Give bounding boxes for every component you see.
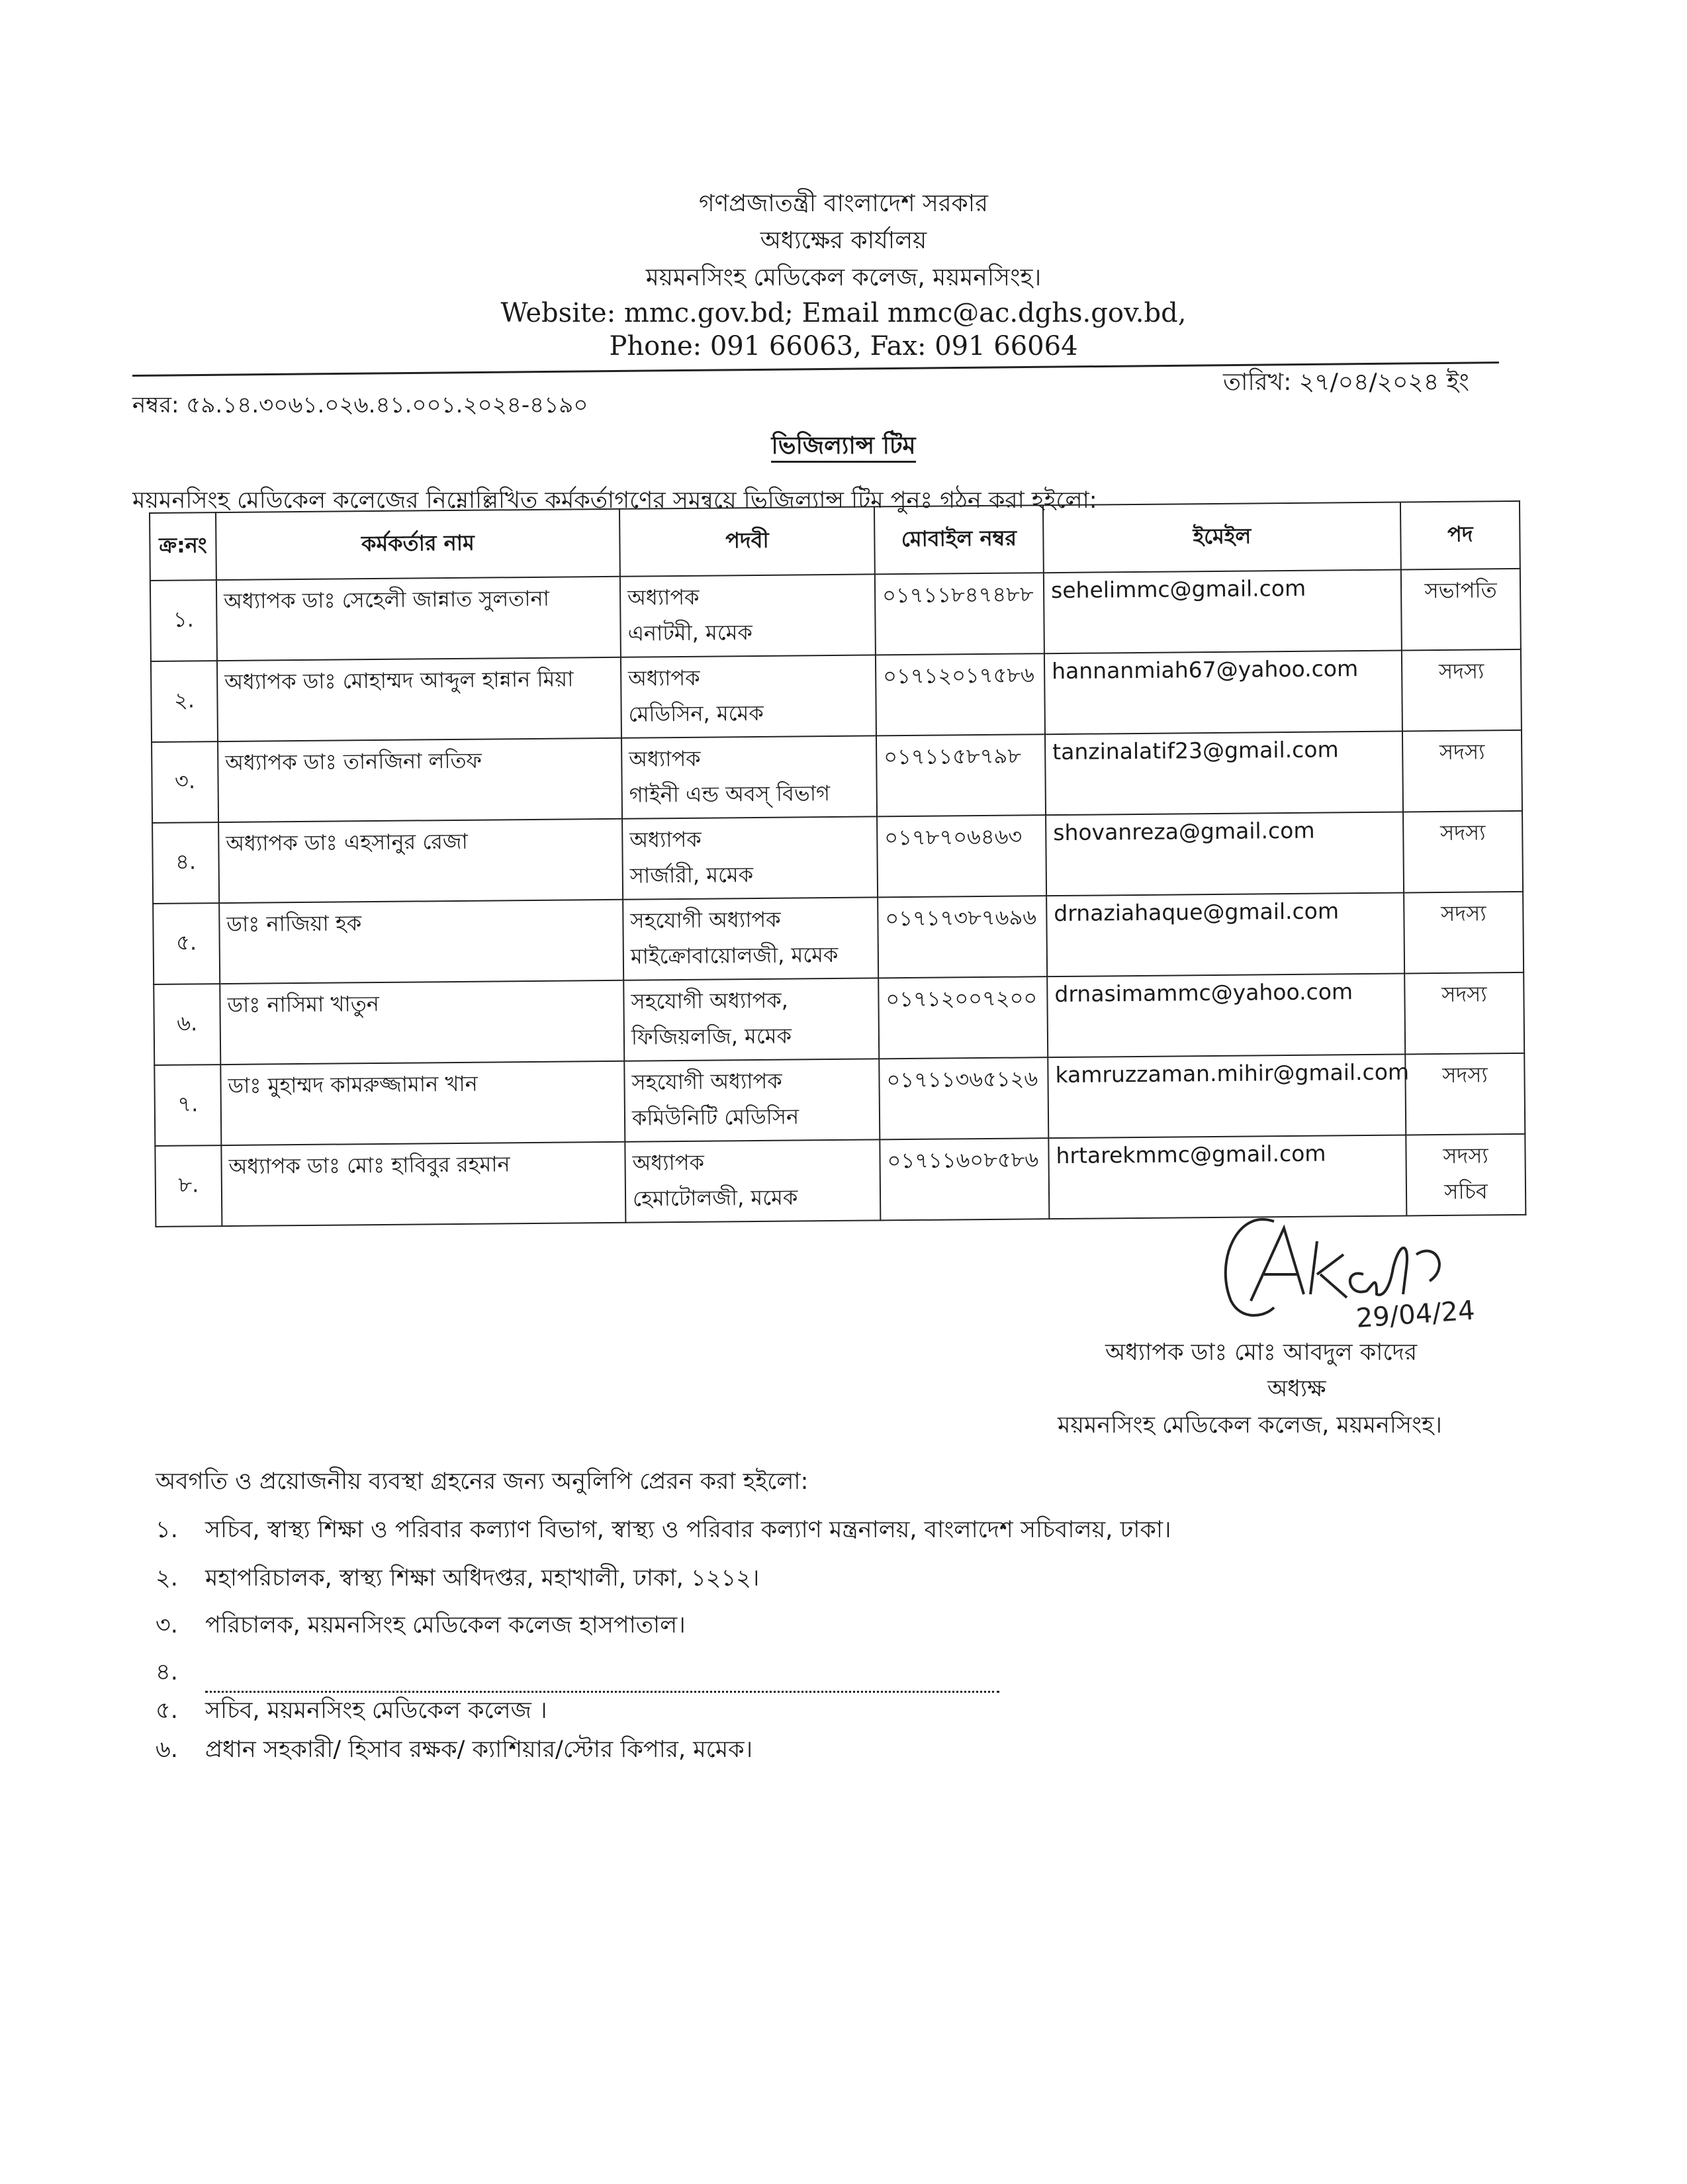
header-designation: পদবী xyxy=(619,506,875,576)
table-row xyxy=(152,730,1522,823)
mobile-cell: ০১৭১১৬০৮৫৮৬ xyxy=(880,1138,1049,1220)
designation-title: অধ্যাপক xyxy=(632,1149,705,1176)
role-label: সদস্য xyxy=(1443,1143,1488,1168)
name-cell: অধ্যাপক ডাঃ মোঃ হাবিবুর রহমান xyxy=(221,1142,625,1226)
email-cell: hannanmiah67@yahoo.com xyxy=(1044,650,1402,734)
intro-paragraph: ময়মনসিংহ মেডিকেল কলেজের নিম্নোল্লিখিত কর্মকর্তাগণের সমন্বয়ে ভিজিল্যান্স টিম পুনঃ গঠন করা হইলো: xyxy=(132,487,1097,514)
role-label: সদস্য xyxy=(1438,658,1484,685)
role-cell xyxy=(1404,973,1524,1055)
role-label: সদস্য xyxy=(1441,900,1486,926)
serial-cell: ৩. xyxy=(152,741,218,823)
serial-cell: ৬. xyxy=(154,984,220,1065)
email-cell: drnaziahaque@gmail.com xyxy=(1046,892,1404,976)
mobile-cell: ০১৭১১৮৪৭৪৮৮ xyxy=(875,573,1044,655)
designation-title: অধ্যাপক xyxy=(627,584,700,610)
table-header-row xyxy=(150,501,1520,581)
serial-cell: ২. xyxy=(151,661,218,742)
copy-text: প্রধান সহকারী/ হিসাব রক্ষক/ ক্যাশিয়ার/স্টোর কিপার, মমেক। xyxy=(205,1736,753,1763)
header-serial: ক্র:নং xyxy=(150,512,216,581)
name-cell: অধ্যাপক ডাঃ এহসানুর রেজা xyxy=(218,819,623,903)
designation-title: সহযোগী অধ্যাপক xyxy=(631,1068,782,1095)
copy-number: ৫. xyxy=(156,1697,178,1724)
government-name: গণপ্রজাতন্ত্রী বাংলাদেশ সরকার xyxy=(698,190,988,217)
copy-number: ২. xyxy=(156,1565,178,1591)
email-cell: sehelimmc@gmail.com xyxy=(1044,569,1402,653)
designation-department: হেমাটোলজী, মমেক xyxy=(632,1184,798,1211)
table-row xyxy=(154,1053,1525,1146)
website-email-line: Website: mmc.gov.bd; Email mmc@ac.dghs.gov.bd, xyxy=(500,298,1187,328)
designation-department: সার্জারী, মমেক xyxy=(629,862,754,888)
copy-distribution-title: অবগতি ও প্রয়োজনীয় ব্যবস্থা গ্রহনের জন্য অনুলিপি প্রেরন করা হইলো: xyxy=(156,1468,809,1495)
designation-cell xyxy=(620,574,876,657)
copy-recipient xyxy=(156,1607,686,1646)
mobile-cell: ০১৭১২০১৭৫৮৬ xyxy=(876,653,1045,736)
role-label: সদস্য xyxy=(1439,820,1486,845)
role-label: সভাপতি xyxy=(1424,577,1497,604)
email-cell: tanzinalatif23@gmail.com xyxy=(1045,731,1403,815)
copy-recipient xyxy=(156,1692,547,1731)
vigilance-team-table xyxy=(149,500,1526,1227)
designation-department: এনাটমী, মমেক xyxy=(627,620,752,646)
copy-text: সচিব, স্বাস্থ্য শিক্ষা ও পরিবার কল্যাণ বিভাগ, স্বাস্থ্য ও পরিবার কল্যাণ মন্ত্রনালয়, বাংলাদেশ সচিবালয়, ঢাকা। xyxy=(205,1517,1171,1543)
signatory-designation: অধ্যক্ষ xyxy=(1267,1376,1326,1402)
copy-number: ৬. xyxy=(156,1736,178,1763)
role-label-2: সচিব xyxy=(1444,1178,1488,1204)
signatory-name: অধ্যাপক ডাঃ মোঃ আবদুল কাদের xyxy=(1105,1339,1418,1366)
role-cell xyxy=(1403,811,1523,893)
serial-cell: ৭. xyxy=(154,1065,221,1146)
email-cell: kamruzzaman.mihir@gmail.com xyxy=(1048,1054,1406,1138)
serial-cell: ৪. xyxy=(152,822,219,904)
copy-text: মহাপরিচালক, স্বাস্থ্য শিক্ষা অধিদপ্তর, মহাখালী, ঢাকা, ১২১২। xyxy=(205,1565,760,1591)
designation-cell xyxy=(625,1139,880,1222)
copy-text: সচিব, ময়মনসিংহ মেডিকেল কলেজ । xyxy=(205,1697,547,1724)
mobile-cell: ০১৭১১৫৮৭৯৮ xyxy=(876,734,1046,816)
name-cell: অধ্যাপক ডাঃ মোহাম্মদ আব্দুল হান্নান মিয়া xyxy=(217,657,621,741)
name-cell: ডাঃ মুহাম্মদ কামরুজ্জামান খান xyxy=(220,1061,625,1145)
svg-text:29/04/24: 29/04/24 xyxy=(1355,1295,1476,1334)
letterhead xyxy=(0,185,1687,363)
designation-department: মাইক্রোবায়োলজী, মমেক xyxy=(630,941,839,969)
mobile-cell: ০১৭১২০০৭২০০ xyxy=(878,976,1048,1059)
table-row xyxy=(150,569,1521,661)
table-row xyxy=(152,811,1523,904)
role-label: সদস্য xyxy=(1439,739,1485,765)
copy-number: ৩. xyxy=(156,1612,178,1638)
role-cell xyxy=(1405,1053,1525,1135)
mobile-cell: ০১৭১১৩৬৫১২৬ xyxy=(879,1057,1048,1139)
designation-cell xyxy=(623,897,878,980)
header-name: কর্মকর্তার নাম xyxy=(216,509,620,580)
document-title-text: ভিজিল্যান্স টিম xyxy=(771,432,915,463)
college-name: ময়মনসিংহ মেডিকেল কলেজ, ময়মনসিংহ। xyxy=(645,264,1042,291)
email-cell: hrtarekmmc@gmail.com xyxy=(1048,1135,1406,1219)
role-label: সদস্য xyxy=(1441,981,1487,1007)
designation-cell xyxy=(621,655,876,737)
designation-title: অধ্যাপক xyxy=(629,826,702,853)
designation-department: গাইনী এন্ড অবস্ বিভাগ xyxy=(629,781,831,808)
designation-cell xyxy=(622,816,878,899)
table-row xyxy=(153,892,1524,984)
header-mobile: মোবাইল নম্বর xyxy=(874,505,1044,574)
designation-title: সহযোগী অধ্যাপক xyxy=(630,906,781,933)
designation-title: অধ্যাপক xyxy=(628,665,700,691)
table-row xyxy=(154,973,1524,1065)
document-title xyxy=(0,428,1687,467)
role-cell xyxy=(1404,892,1524,974)
mobile-cell: ০১৭৮৭০৬৪৬৩ xyxy=(877,815,1046,897)
role-cell xyxy=(1401,569,1521,651)
role-label: সদস্য xyxy=(1442,1062,1488,1088)
copy-number: ৪. xyxy=(156,1659,178,1685)
serial-cell: ৫. xyxy=(153,903,220,984)
copy-number: ১. xyxy=(156,1517,178,1543)
copy-recipient xyxy=(156,1560,759,1599)
mobile-cell: ০১৭১৭৩৮৭৬৯৬ xyxy=(878,896,1047,978)
designation-title: অধ্যাপক xyxy=(629,745,701,772)
designation-department: ফিজিয়লজি, মমেক xyxy=(631,1023,792,1050)
serial-cell: ১. xyxy=(150,580,217,661)
designation-cell xyxy=(623,978,879,1061)
copy-recipient xyxy=(156,1654,999,1693)
copy-recipient xyxy=(156,1511,1171,1550)
designation-cell xyxy=(624,1059,880,1141)
designation-cell xyxy=(621,736,877,818)
email-cell: drnasimammc@yahoo.com xyxy=(1047,973,1405,1057)
designation-department: কমিউনিটি মেডিসিন xyxy=(631,1104,799,1131)
blank-dotted-line xyxy=(205,1671,999,1693)
role-cell xyxy=(1402,649,1522,732)
signatory-institution: ময়মনসিংহ মেডিকেল কলেজ, ময়মনসিংহ। xyxy=(1058,1412,1442,1439)
role-cell xyxy=(1402,730,1522,812)
handwritten-signature xyxy=(1211,1202,1529,1334)
header-email: ইমেইল xyxy=(1043,502,1401,573)
copy-recipient xyxy=(156,1731,752,1770)
name-cell: ডাঃ নাসিমা খাতুন xyxy=(220,980,624,1065)
header-role: পদ xyxy=(1400,501,1520,570)
memo-number: নম্বর: ৫৯.১৪.৩০৬১.০২৬.৪১.০০১.২০২৪-৪১৯০ xyxy=(132,392,588,418)
phone-fax-line: Phone: 091 66063, Fax: 091 66064 xyxy=(609,331,1078,361)
table-row xyxy=(151,649,1522,742)
designation-title: সহযোগী অধ্যাপক, xyxy=(631,987,788,1014)
name-cell: অধ্যাপক ডাঃ তানজিনা লতিফ xyxy=(218,738,622,822)
copy-text: পরিচালক, ময়মনসিংহ মেডিকেল কলেজ হাসপাতাল। xyxy=(205,1612,686,1638)
serial-cell: ৮. xyxy=(155,1145,222,1227)
name-cell: অধ্যাপক ডাঃ সেহেলী জান্নাত সুলতানা xyxy=(216,577,621,661)
memo-date: তারিখ: ২৭/০৪/২০২৪ ইং xyxy=(1223,369,1469,396)
name-cell: ডাঃ নাজিয়া হক xyxy=(219,900,623,984)
office-name: অধ্যক্ষের কার্যালয় xyxy=(760,227,927,254)
email-cell: shovanreza@gmail.com xyxy=(1046,812,1404,896)
designation-department: মেডিসিন, মমেক xyxy=(628,700,764,727)
